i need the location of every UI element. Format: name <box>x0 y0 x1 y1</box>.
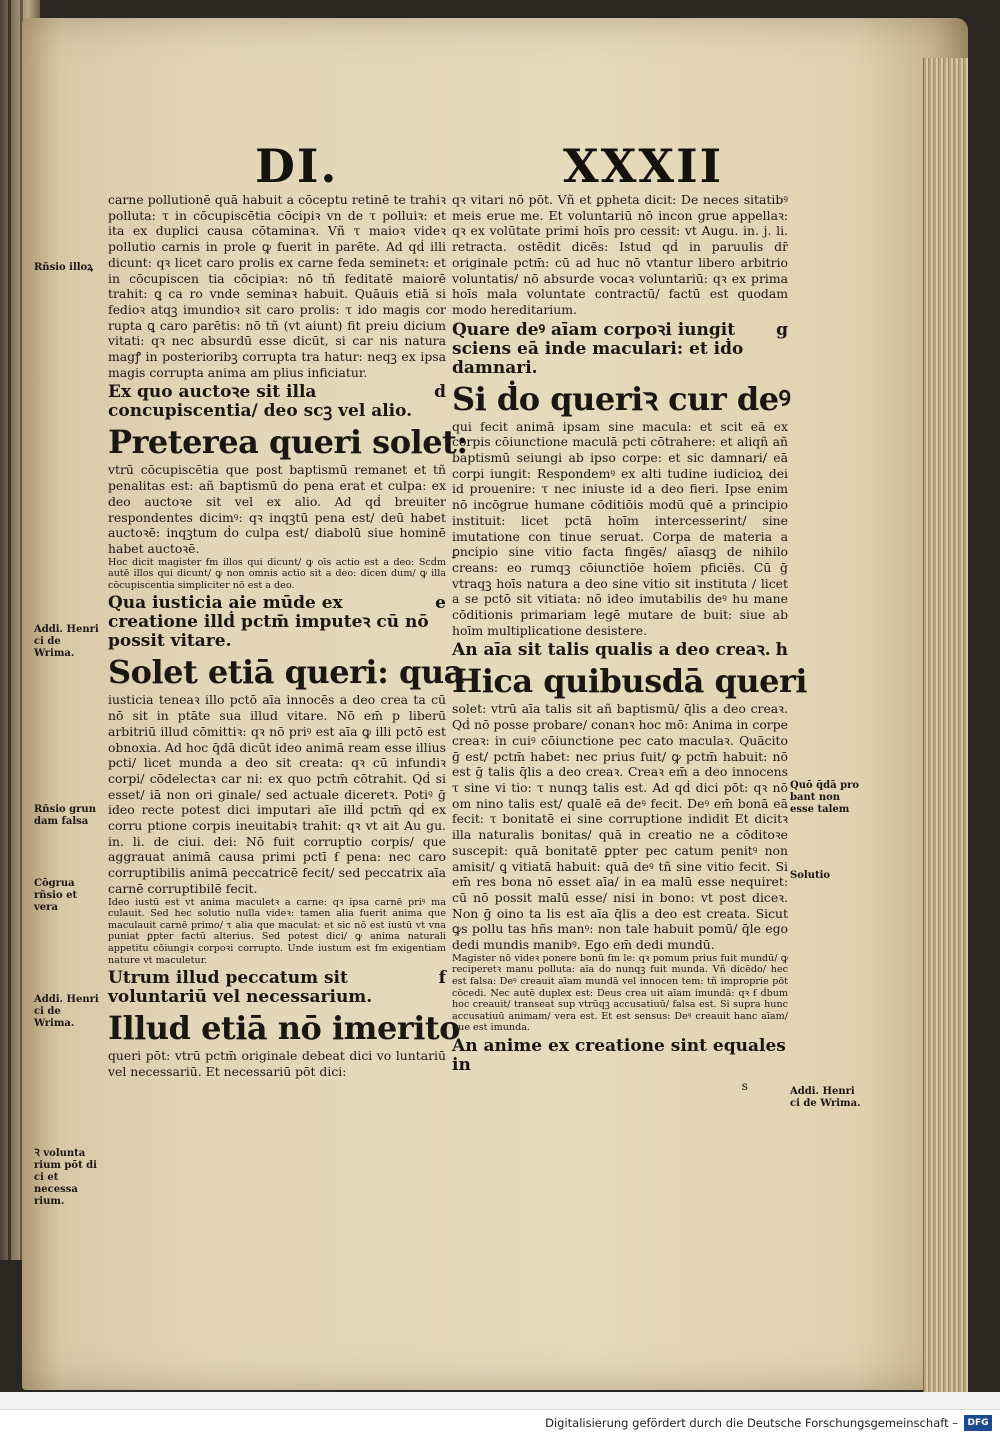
rubric-heading: e Qua iusticia aie mūde ex creatione illḋ pctm̄ imputeꝛ cū nō possit vitare. <box>108 593 446 652</box>
section-letter: d <box>434 382 446 403</box>
page-fore-edge <box>923 58 968 1403</box>
marginal-note: Cōgrua rñsio et vera <box>34 878 78 913</box>
left-text-column <box>108 192 468 1080</box>
body-paragraph: carne pollutionē quā habuit a cōceptu retinē te trahiꝛ polluta: τ in cōcupiscētia cōcipiꝛ vn de τ polluiꝛ: et ita ex duplici causa cōtaminaꝛ. Vñ τ maioꝛ videꝛ pollutio carnis in prole ꝙ fuerit in parēte. Ad qḋ illi dicunt: qꝛ licet caro prolis ex carne feda seminetꝛ: et in cōcupiscen tia cōcipiaꝛ: nō tñ feditatē maiorē trahit: ꝗ ca ro vnde seminaꝛ habuit. Quāuis etiā si fedioꝛ atqꝫ imundioꝛ sit caro prolis: τ ido magis cor rupta ꝗ caro parētis: nō tñ (vt aiunt) fit preiu dicium vitati: qꝛ nec absurdū esse dicūt, si car nis natura magꝭ in posterioribꝫ corrupta tra hatur: neqꝫ ex ipsa magis corrupta anima am plius inficiatur. <box>108 192 446 380</box>
marginal-note: Rñsio grun dam falsa <box>34 804 96 827</box>
marginal-note: Solutio <box>790 870 831 881</box>
rubric-heading: f Utrum illud peccatum sit voluntariū vel necessarium. <box>108 968 446 1008</box>
body-paragraph: qꝛ vitari nō pōt. Vñ et ꝑpheta dicit: De neces sitatibꝰ meis erue me. Et voluntariū nō incon grue appellaꝛ: qꝛ ex volūtate primi hoīs pro cessit: vt Augu. in. j. li. retracta. ostēdit dicēs: Istud qḋ in paruulis dr̄ originale pctm̄: cū ad huc nō vtantur libero arbitrio voluntatis/ nō absurde vocaꝛ voluntariū: qꝛ ex prima hoīs mala voluntate contractū/ factū est quodam modo hereditarium. <box>452 192 788 317</box>
dfg-logo[interactable]: DFG <box>964 1415 992 1431</box>
initial-heading: Illud etiā nō imerito <box>108 1009 460 1048</box>
section-letter: f <box>438 968 446 989</box>
commentary-paragraph: Hoc dicit magister ẜm illos qui dicunt/ ꝙ oīs actio est a deo: Scḋm autē illos qui dicunt/ ꝙ non omnis actio sit a deo: dicen dum/ ꝙ illa cōcupiscentia simpliciter nō est a deo. <box>108 556 446 591</box>
initial-heading: Preterea queri solet: <box>108 423 468 462</box>
initial-heading: Solet etiā queri: qua <box>108 653 464 692</box>
marginal-note: Addi. Henri ci de Wrima. <box>34 624 99 659</box>
rubric-heading: h An aīa sit talis qualis a deo creaꝛ. <box>452 640 788 661</box>
rubric-heading: g Quare deꝰ aīam corpoꝛi iungit sciens eā inde maculari: et iḋo damnari. <box>452 319 788 378</box>
body-paragraph: iusticia teneaꝛ illo pctō aīa innocēs a deo crea ta cū nō sit in ptāte sua illud vitare. Nō em̄ p liberū arbitriū illud cōmittiꝛ: qꝛ nō priꝰ est aīa ꝙ illi pctō est obnoxia. Ad hoc q̄dā dicūt ideo animā ream esse illius pcti/ licet munda a deo sit creata: qꝛ cū infundiꝛ corpi/ cōdelectaꝛ car ni: ex quo pctm̄ cōtrahit. Qḋ si esset/ iā non ori ginale/ sed actuale diceretꝛ. Potiꝰ ḡ ideo recte potest dici imputari aīe illḋ pctm̄ qḋ ex corru ptione corpis ineuitabiꝛ trahit: qꝛ vt ait Au gu. in. li. de ciui. dei: Nō fuit corruptio corpis/ que aggrauat animā causa primi pctī ẜ pena: nec caro corruptibilis animā peccatricē fecit/ sed peccatrix aīa carnē corruptibilē fecit. <box>108 692 446 896</box>
commentary-paragraph: Magister nō videꝛ ponere bonū ẜm le: qꝛ pomum prius fuit mundū/ ꝙ reciperetꝛ manu polluta: aīa ḋo nunqꝫ fuit munda. Vñ dicēdo/ hec est falsa: Deꝰ creauit aīam mundā vel innocen tem: tñ improprie pōt cōcedi. Nec autē duplex est: Deus crea uit aīam imundā: qꝛ ẜ ḋbum hoc creauit/ transeat sup vtrūqꝫ accusatiuū/ falsa est. Si supra hunc accusatiuū animam/ vera est. Et est sensus: Deꝰ creauit hanc aīam/ que est imunda. <box>452 952 788 1034</box>
running-head-right: XXXII <box>563 139 724 193</box>
body-paragraph: solet: vtrū aīa talis sit añ baptismū/ q̄lis a deo creaꝛ. Qḋ nō posse probare/ conanꝛ hoc mō: Anima in corpe creaꝛ: in cuiꝰ cōiunctione pec cato maculaꝛ. Quācito ḡ est/ pctm̄ habet: nec prius fuit/ ꝙ pctm̄ habuit: nō est ḡ talis q̄lis a deo creaꝛ. Creaꝛ em̄ a deo innocens τ sine vi tio: τ nunqꝫ talis est. Ad qḋ dici pōt: qꝛ nō om nino talis est/ qualē eā deꝰ fecit. Deꝰ em̄ bonā eā fecit: τ bonitatē ei sine corruptione indidit Et dicitꝛ illa naturalis bonitas/ quā in creatio ne a cōditoꝛe suscepit: quā bonitatē ꝑpter pec catum penitꝰ non amisit/ ꝗ vitiatā habuit: quā deꝰ tñ sine vitio fecit. Si em̄ res bona nō esset aīa/ in ea malū esse nequiret: cū nō possit malū esse/ nisi in bono: vt post diceꝛ. Non ḡ oino ta lis est aīa q̄lis a deo est creata. Sicut ꝙs pollu tas hñs manꝰ: non tale habuit pomū/ q̄le ego dedi mundis manibꝰ. Ego em̄ dedi mundū. <box>452 701 788 953</box>
marginal-note: Addi. Henri ci de Wrima. <box>34 994 99 1029</box>
marginal-note: Ꝛ volunta rium pōt di ci et necessa rium. <box>34 1148 97 1207</box>
rubric-heading: An anime ex creatione sint equales in <box>452 1035 786 1075</box>
section-letter: h <box>775 640 788 661</box>
digitization-footer <box>0 1409 1000 1436</box>
rubric-heading: d Ex quo auctoꝛe sit illa concupiscentia/ deo scꝫ vel alio. <box>108 382 446 422</box>
section-letter: g <box>776 319 788 340</box>
running-head-left: DI. <box>255 139 339 193</box>
body-paragraph: queri pōt: vtrū pctm̄ originale debeat dici vo luntariū vel necessariū. Et necessariū pōt dici: <box>108 1048 446 1079</box>
body-paragraph: vtrū cōcupiscētia que post baptismū remanet et tñ penalitas est: añ baptismū ḋo pena erat et culpa: ex deo auctoꝛe sit vel ex alio. Ad qḋ breuiter respondentes dicimꝰ: qꝛ inqꝫtū pena est/ deū habet auctoꝛē: inqꝫtum ḋo culpa est/ diabolū siue hominē habet auctoꝛē. <box>108 462 446 556</box>
footer-credit-text: Digitalisierung gefördert durch die Deutsche Forschungsgemeinschaft – <box>545 1416 958 1430</box>
right-text-column <box>452 192 807 1094</box>
body-paragraph: qui fecit animā ipsam sine macula: et scit eā ex corpis cōiunctione maculā pcti cōtrahere: et aliqñ añ baptismū seiungi ab ipso corpe: et sic damnari/ eā corpi iungit: Respondemꝰ ex alti tudine iudicioꝝ dei id prouenire: τ nec iniuste id a deo fieri. Ipse enim nō incōgrue humane cōditiōis modū quē a principio instituit: licet pctā hoīm intercesserint/ sine imutatione con tinue seruat. Corpa de materia a ꝑncipio sine vitio facta fingēs/ aīasqꝫ de nihilo creans: eo rumqꝫ cōiunctiōe hoīem pficiēs. Cū ḡ vtraqꝫ hoīs natura a deo sine vitio sit instituta / licet a se pctō sit vitiata: nō ideo imutabilis deꝰ hu mane cōditionis primariam legē mutare de buit: siue ab hoīm multiplicatione desistere. <box>452 418 788 638</box>
marginal-note: Quō q̄dā pro bant non esse talem <box>790 780 860 815</box>
catchword: s <box>741 1077 748 1093</box>
commentary-paragraph: Ideo iustū est vt anima maculetꝛ a carne: qꝛ ipsa carnē priꝰ ma culauit. Sed hec solutio nulla videꝛ: tamen alia fuerit anima que maculauit carnē primo/ τ alia que maculat: et sic nō est iustū vt vna puniat ꝑpter factū alterius. Sed potest dici/ ꝙ anima naturali appetitu cōiungiꝛ corpoꝛi corrupto. Unde iustum est ẜm exigentiam nature vt maculetur. <box>108 896 446 966</box>
marginal-note: Addi. Henri ci de Wrima. <box>790 1086 861 1109</box>
initial-heading: Si ḋo queriꝛ cur deꝰ <box>452 379 791 418</box>
initial-heading: Hica quibusdā queri <box>452 662 807 701</box>
section-letter: e <box>435 593 446 614</box>
marginal-note: Rñsio illoꝝ <box>34 262 94 273</box>
